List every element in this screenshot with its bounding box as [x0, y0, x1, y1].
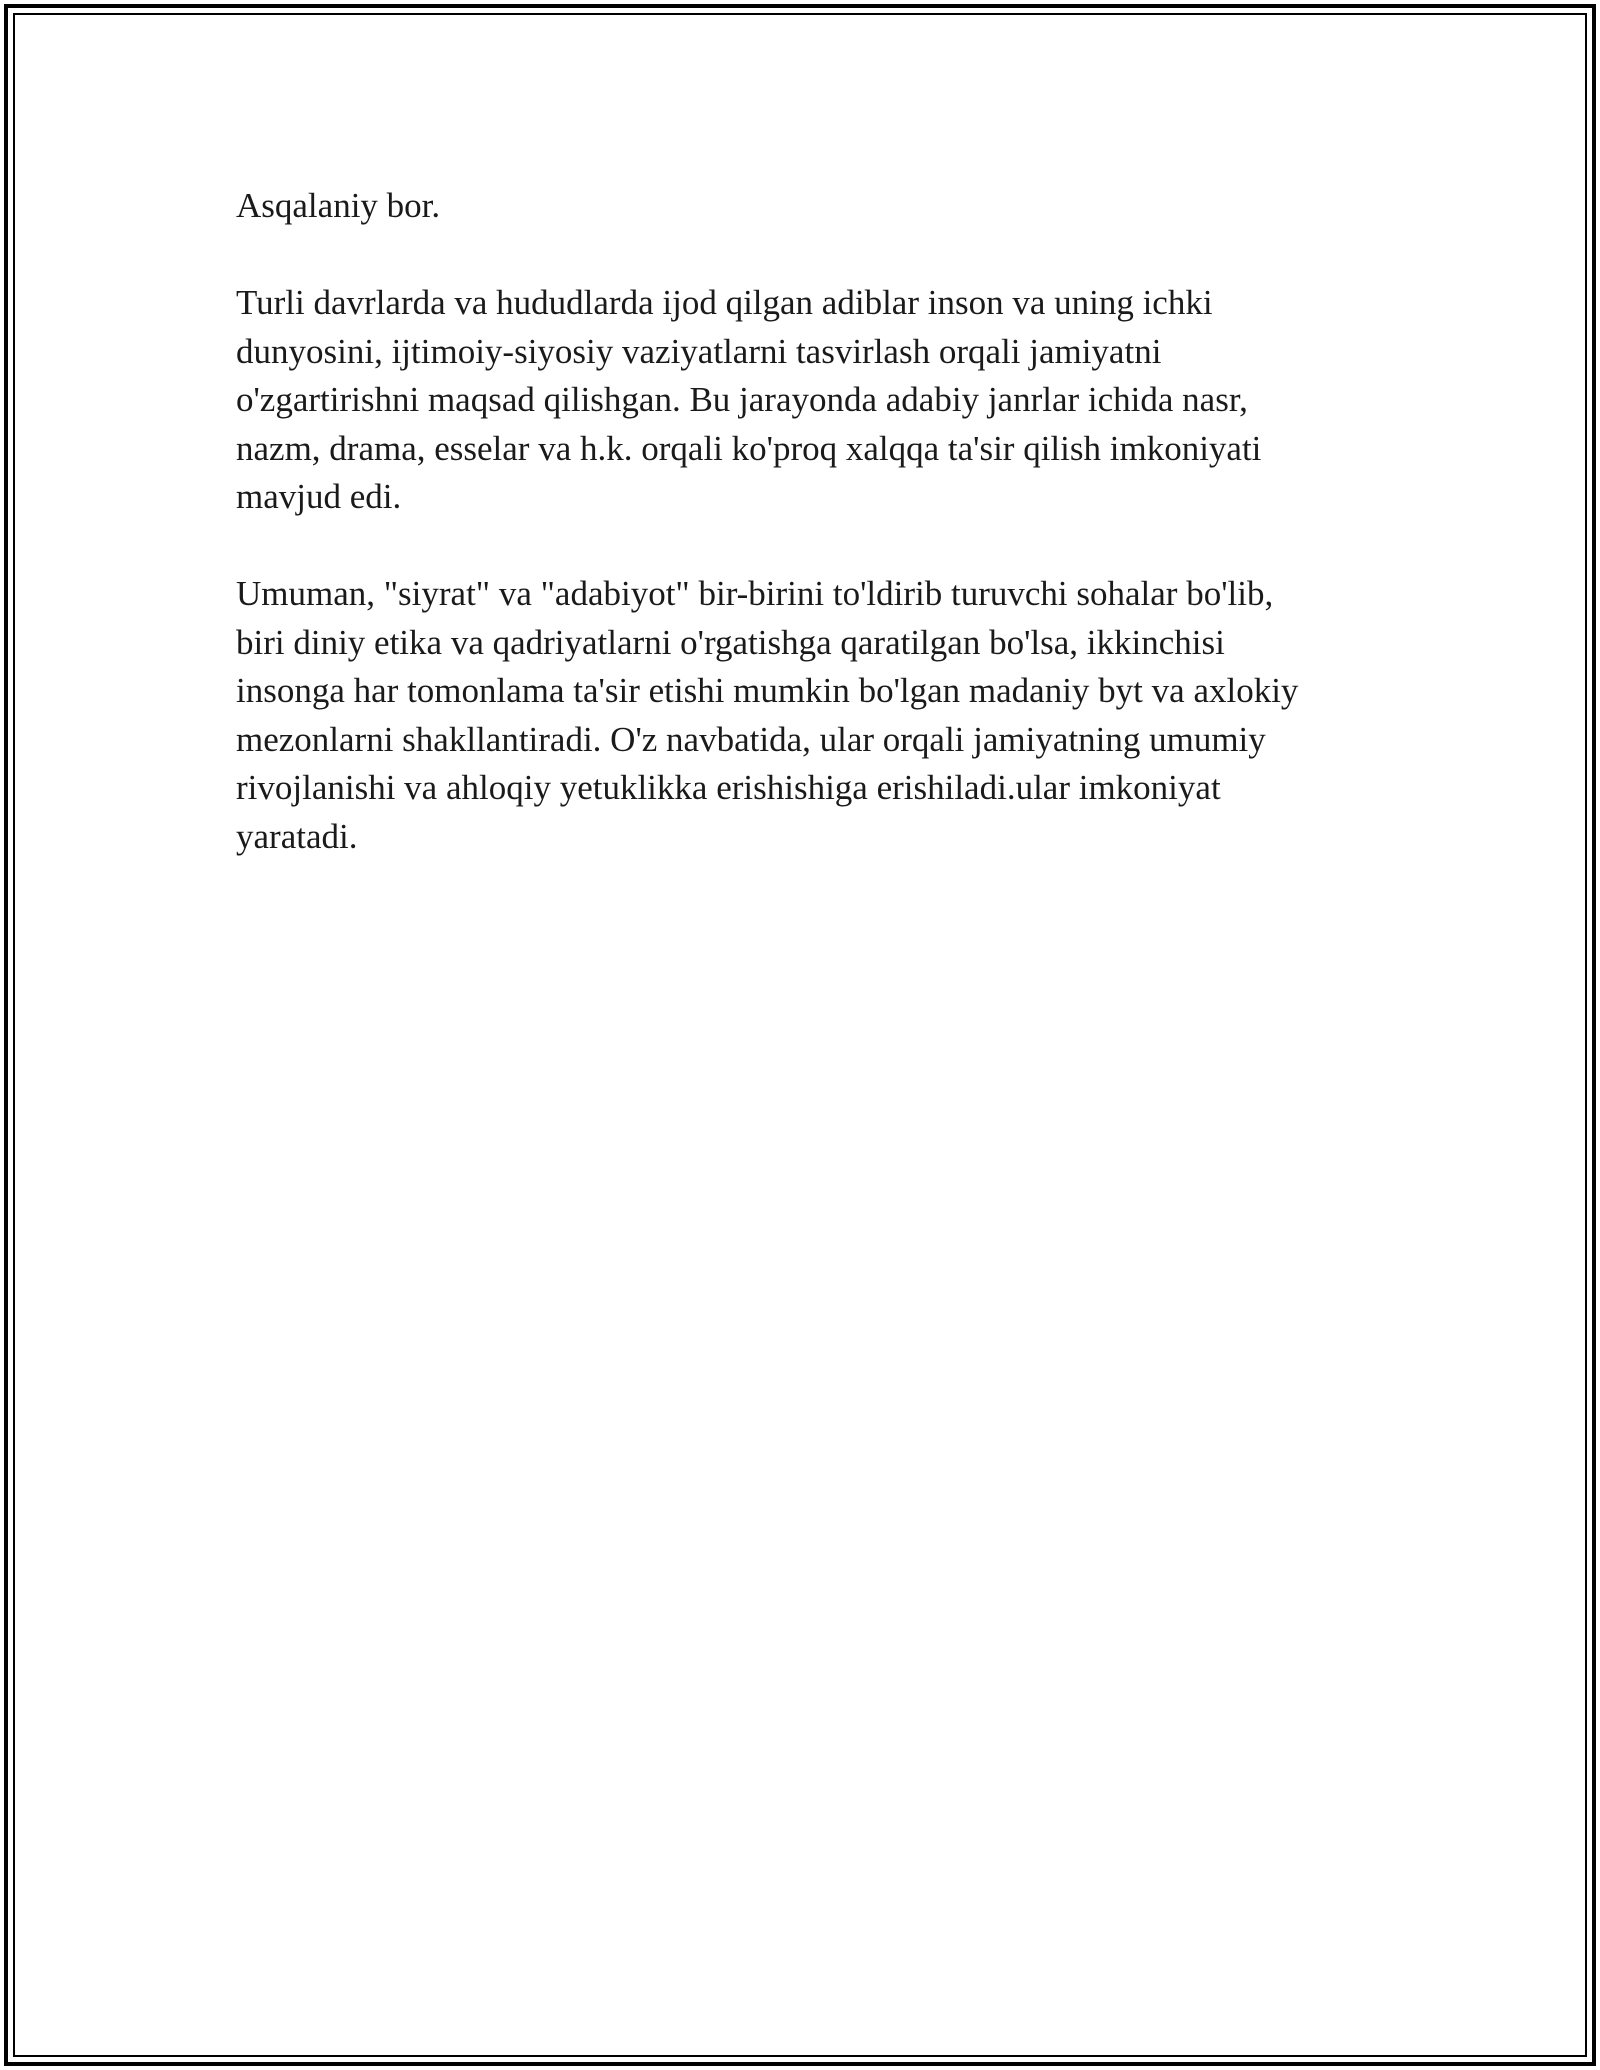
paragraph-intro: Asqalaniy bor.: [236, 186, 441, 225]
paragraph-literature: Turli davrlarda va hududlarda ijod qilgan adiblar inson va uning ichki dunyosini, ijtimoiy-siyosiy vaziyatlarni tasvirlash orqali jamiyatni o'zgartirishni maqsad qilishgan. Bu jarayonda adabiy janrlar ichida nasr, nazm, drama, esselar va h.k. orqali ko'proq xalqqa ta'sir qilish imkoniyati mavjud edi.: [236, 283, 1262, 516]
paragraph-siyrat-adabiyot: Umuman, "siyrat" va "adabiyot" bir-birini to'ldirib turuvchi sohalar bo'lib, biri diniy etika va qadriyatlarni o'rgatishga qaratilgan bo'lsa, ikkinchisi insonga har tomonlama ta'sir etishi mumkin bo'lgan madaniy byt va axlokiy mezonlarni shakllantiradi. O'z navbatida, ular orqali jamiyatning umumiy rivojlanishi va ahloqiy yetuklikka erishishiga erishiladi.ular imkoniyat yaratadi.: [236, 574, 1299, 856]
document-body: [236, 182, 1376, 910]
